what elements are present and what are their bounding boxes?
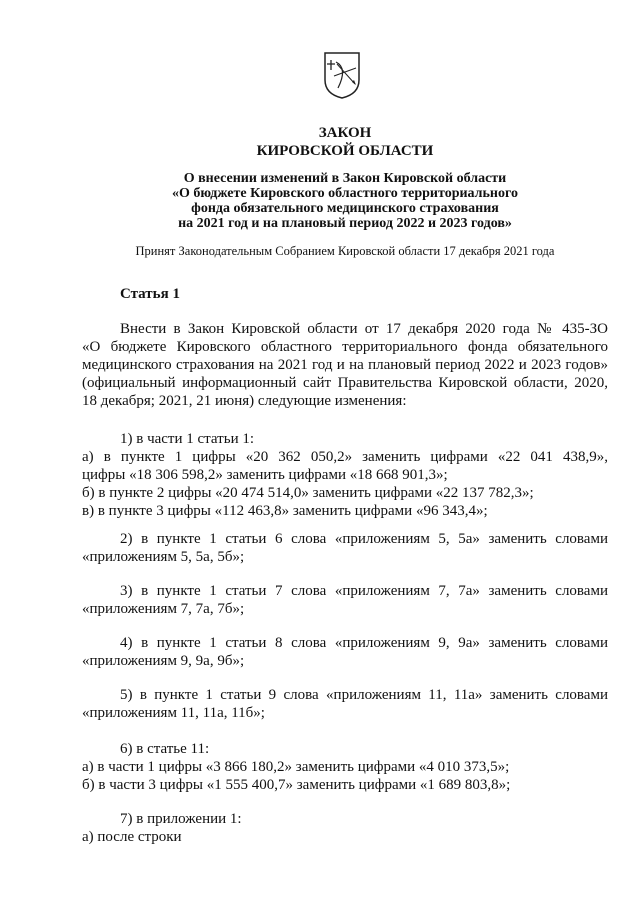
item-6b-line: б) в части 3 цифры «1 555 400,7» заменить цифрами «1 689 803,8»; <box>82 777 511 793</box>
item-7-heading: 7) в приложении 1: <box>120 811 242 827</box>
item-7a-line: а) после строки <box>82 829 182 845</box>
item-3-line: «приложениям 7, 7а, 7б»; <box>82 601 245 617</box>
item-6a-line: а) в части 1 цифры «3 866 180,2» заменить цифрами «4 010 373,5»; <box>82 759 510 775</box>
item-1b-line: б) в пункте 2 цифры «20 474 514,0» заменить цифрами «22 137 782,3»; <box>82 485 534 501</box>
law-subtitle-line: О внесении изменений в Закон Кировской области <box>183 171 507 186</box>
item-1c-line: в) в пункте 3 цифры «112 463,8» заменить цифрами «96 343,4»; <box>82 503 488 519</box>
item-1a-line: цифры «18 306 598,2» заменить цифрами «18 668 901,3»; <box>82 467 448 483</box>
item-1a-line: а) в пункте 1 цифры «20 362 050,2» заменить цифрами «22 041 438,9», <box>82 449 608 465</box>
law-title: ЗАКОН <box>318 125 372 141</box>
law-subtitle-line: фонда обязательного медицинского страхования <box>191 201 499 216</box>
item-4-line: 4) в пункте 1 статьи 8 слова «приложениям 9, 9а» заменить словами <box>120 635 608 651</box>
item-1-heading: 1) в части 1 статьи 1: <box>120 431 255 447</box>
region-title: КИРОВСКОЙ ОБЛАСТИ <box>256 143 434 159</box>
item-5-line: 5) в пункте 1 статьи 9 слова «приложениям 11, 11а» заменить словами <box>120 687 608 703</box>
item-3-line: 3) в пункте 1 статьи 7 слова «приложениям 7, 7а» заменить словами <box>120 583 608 599</box>
intro-line: «О бюджете Кировского областного территориального фонда обязательного <box>82 339 608 355</box>
item-2-line: 2) в пункте 1 статьи 6 слова «приложениям 5, 5а» заменить словами <box>120 531 608 547</box>
item-2-line: «приложениям 5, 5а, 5б»; <box>82 549 245 565</box>
intro-line: 18 декабря; 2021, 21 июня) следующие изменения: <box>82 393 407 409</box>
law-subtitle-line: «О бюджете Кировского областного территориального <box>171 186 519 201</box>
item-4-line: «приложениям 9, 9а, 9б»; <box>82 653 245 669</box>
item-5-line: «приложениям 11, 11а, 11б»; <box>82 705 265 721</box>
kirov-coat-of-arms-icon <box>322 50 362 100</box>
intro-line: медицинского страхования на 2021 год и на плановый период 2022 и 2023 годов» <box>82 357 608 373</box>
intro-line: Внести в Закон Кировской области от 17 декабря 2020 года № 435-ЗО <box>120 321 608 337</box>
item-6-heading: 6) в статье 11: <box>120 741 210 757</box>
law-subtitle-line: на 2021 год и на плановый период 2022 и 2023 годов» <box>178 216 512 231</box>
article-heading: Статья 1 <box>120 286 180 302</box>
adoption-note: Принят Законодательным Собранием Кировской области 17 декабря 2021 года <box>135 244 555 258</box>
intro-line: (официальный информационный сайт Правительства Кировской области, 2020, <box>82 375 608 391</box>
